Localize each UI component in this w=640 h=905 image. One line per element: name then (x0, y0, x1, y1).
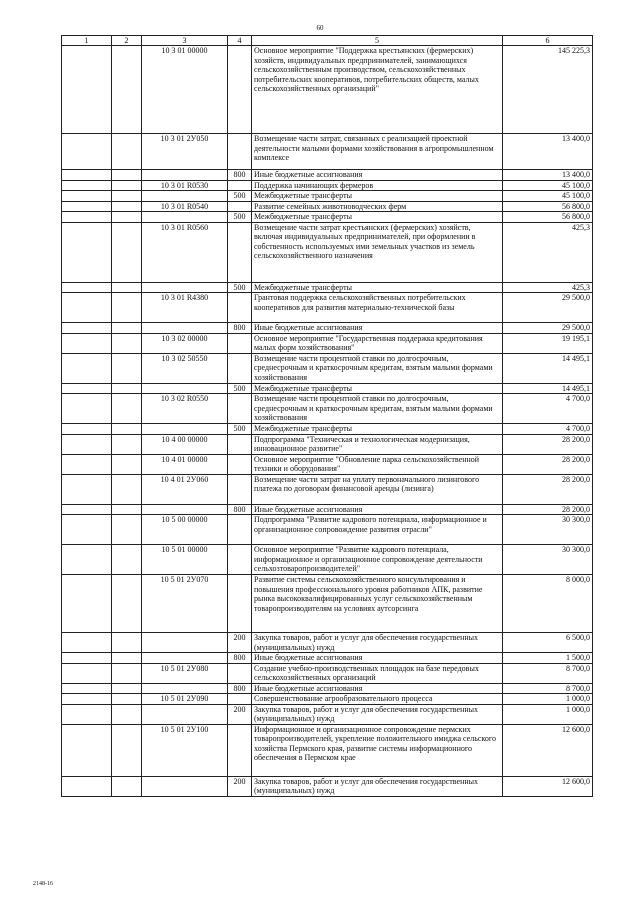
item-name-cell: Межбюджетные трансферты (252, 383, 503, 394)
col-1-cell (62, 201, 112, 212)
item-name-cell: Возмещение части процентной ставки по долгосрочным, среднесрочным и краткосрочным кредитам, взятым малыми формами хозяйствования (252, 394, 503, 424)
item-name-cell: Возмещение части затрат, связанных с реализацией проектной деятельности малыми формами хозяйствования в агропромышленном комплексе (252, 134, 503, 170)
budget-table-body (62, 36, 593, 797)
column-header-3: 3 (142, 36, 228, 46)
target-code-cell (142, 383, 228, 394)
column-header-4: 4 (228, 36, 252, 46)
amount-cell: 145 225,3 (503, 46, 593, 134)
col-1-cell (62, 653, 112, 664)
table-row (62, 323, 593, 334)
amount-cell: 30 300,0 (503, 515, 593, 545)
col-1-cell (62, 222, 112, 282)
amount-cell: 13 400,0 (503, 170, 593, 181)
amount-cell: 56 800,0 (503, 212, 593, 223)
expense-type-cell: 500 (228, 383, 252, 394)
amount-cell: 1 000,0 (503, 704, 593, 724)
item-name-cell: Иные бюджетные ассигнования (252, 653, 503, 664)
table-row (62, 353, 593, 383)
expense-type-cell (228, 222, 252, 282)
item-name-cell: Межбюджетные трансферты (252, 424, 503, 435)
table-row (62, 776, 593, 796)
col-2-cell (112, 776, 142, 796)
amount-cell: 425,3 (503, 282, 593, 293)
item-name-cell: Закупка товаров, работ и услуг для обеспечения государственных (муниципальных) нужд (252, 633, 503, 653)
expense-type-cell (228, 134, 252, 170)
col-1-cell (62, 683, 112, 694)
item-name-cell: Грантовая поддержка сельскохозяйственных потребительских кооперативов для развития материально-технической базы (252, 293, 503, 323)
col-2-cell (112, 694, 142, 705)
column-header-2: 2 (112, 36, 142, 46)
expense-type-cell: 200 (228, 633, 252, 653)
target-code-cell (142, 776, 228, 796)
target-code-cell: 10 3 01 R0530 (142, 180, 228, 191)
item-name-cell: Основное мероприятие "Обновление парка сельскохозяйственной техники и оборудования" (252, 454, 503, 474)
amount-cell: 8 700,0 (503, 663, 593, 683)
item-name-cell: Иные бюджетные ассигнования (252, 504, 503, 515)
col-1-cell (62, 434, 112, 454)
table-row (62, 724, 593, 776)
target-code-cell: 10 3 02 00000 (142, 333, 228, 353)
item-name-cell: Возмещение части затрат на уплату первоначального лизингового платежа по договорам финансовой аренды (лизинга) (252, 474, 503, 504)
expense-type-cell: 800 (228, 653, 252, 664)
item-name-cell: Развитие системы сельскохозяйственного консультирования и повышения профессионального уровня работников АПК, развитие рынка высококвалифицированных услуг сельскохозяйственным товаропроизводителям на условиях аутсорсинга (252, 575, 503, 633)
item-name-cell: Основное мероприятие "Развитие кадрового потенциала, информационное и организационное сопровождение деятельности сельхозтоваропроизводителей" (252, 545, 503, 575)
item-name-cell: Межбюджетные трансферты (252, 191, 503, 202)
col-1-cell (62, 333, 112, 353)
col-1-cell (62, 724, 112, 776)
col-2-cell (112, 394, 142, 424)
col-1-cell (62, 170, 112, 181)
col-2-cell (112, 383, 142, 394)
target-code-cell (142, 633, 228, 653)
col-2-cell (112, 633, 142, 653)
col-2-cell (112, 191, 142, 202)
target-code-cell (142, 212, 228, 223)
col-1-cell (62, 282, 112, 293)
target-code-cell: 10 5 01 2У090 (142, 694, 228, 705)
table-row (62, 134, 593, 170)
item-name-cell: Поддержка начинающих фермеров (252, 180, 503, 191)
target-code-cell (142, 191, 228, 202)
expense-type-cell: 800 (228, 683, 252, 694)
col-2-cell (112, 434, 142, 454)
col-1-cell (62, 323, 112, 334)
table-row (62, 383, 593, 394)
col-2-cell (112, 46, 142, 134)
expense-type-cell (228, 333, 252, 353)
table-row (62, 293, 593, 323)
table-row (62, 633, 593, 653)
amount-cell: 28 200,0 (503, 454, 593, 474)
item-name-cell: Развитие семейных животноводческих ферм (252, 201, 503, 212)
col-1-cell (62, 776, 112, 796)
col-2-cell (112, 333, 142, 353)
target-code-cell (142, 282, 228, 293)
target-code-cell: 10 5 01 00000 (142, 545, 228, 575)
item-name-cell: Закупка товаров, работ и услуг для обеспечения государственных (муниципальных) нужд (252, 704, 503, 724)
footer-document-code: 2148-16 (33, 881, 53, 887)
item-name-cell: Основное мероприятие "Поддержка крестьянских (фермерских) хозяйств, индивидуальных предпринимателей, занимающихся сельскохозяйственным производством, сельскохозяйственных потребительских кооперативов, потребительских обществ, малых сельскохозяйственных организаций" (252, 46, 503, 134)
expense-type-cell: 500 (228, 212, 252, 223)
col-1-cell (62, 704, 112, 724)
target-code-cell (142, 323, 228, 334)
expense-type-cell (228, 694, 252, 705)
col-2-cell (112, 170, 142, 181)
col-2-cell (112, 201, 142, 212)
expense-type-cell (228, 394, 252, 424)
amount-cell: 1 500,0 (503, 653, 593, 664)
table-row (62, 575, 593, 633)
table-row (62, 434, 593, 454)
table-row (62, 191, 593, 202)
table-row (62, 474, 593, 504)
col-2-cell (112, 515, 142, 545)
expense-type-cell (228, 434, 252, 454)
amount-cell: 28 200,0 (503, 474, 593, 504)
amount-cell: 425,3 (503, 222, 593, 282)
amount-cell: 8 700,0 (503, 683, 593, 694)
target-code-cell (142, 424, 228, 435)
col-1-cell (62, 394, 112, 424)
budget-table (61, 35, 593, 797)
expense-type-cell (228, 293, 252, 323)
col-2-cell (112, 424, 142, 435)
column-header-5: 5 (252, 36, 503, 46)
col-1-cell (62, 575, 112, 633)
col-2-cell (112, 504, 142, 515)
amount-cell: 8 000,0 (503, 575, 593, 633)
table-row (62, 46, 593, 134)
item-name-cell: Возмещение части процентной ставки по долгосрочным, среднесрочным и краткосрочным кредитам, взятым малыми формами хозяйствования (252, 353, 503, 383)
table-row (62, 282, 593, 293)
col-2-cell (112, 653, 142, 664)
expense-type-cell: 800 (228, 323, 252, 334)
amount-cell: 29 500,0 (503, 293, 593, 323)
table-row (62, 704, 593, 724)
col-2-cell (112, 454, 142, 474)
amount-cell: 4 700,0 (503, 424, 593, 435)
target-code-cell: 10 3 01 R0560 (142, 222, 228, 282)
table-row (62, 515, 593, 545)
expense-type-cell: 500 (228, 282, 252, 293)
col-1-cell (62, 180, 112, 191)
page-number: 60 (316, 24, 324, 32)
amount-cell: 14 495,1 (503, 383, 593, 394)
amount-cell: 29 500,0 (503, 323, 593, 334)
col-2-cell (112, 293, 142, 323)
col-1-cell (62, 46, 112, 134)
target-code-cell: 10 3 02 50550 (142, 353, 228, 383)
col-2-cell (112, 575, 142, 633)
amount-cell: 14 495,1 (503, 353, 593, 383)
col-1-cell (62, 694, 112, 705)
expense-type-cell (228, 353, 252, 383)
expense-type-cell: 500 (228, 424, 252, 435)
item-name-cell: Иные бюджетные ассигнования (252, 170, 503, 181)
expense-type-cell (228, 180, 252, 191)
target-code-cell: 10 4 00 00000 (142, 434, 228, 454)
col-1-cell (62, 293, 112, 323)
col-2-cell (112, 180, 142, 191)
table-row (62, 212, 593, 223)
col-1-cell (62, 515, 112, 545)
table-row (62, 333, 593, 353)
col-1-cell (62, 134, 112, 170)
col-1-cell (62, 474, 112, 504)
expense-type-cell (228, 724, 252, 776)
target-code-cell (142, 704, 228, 724)
col-1-cell (62, 545, 112, 575)
col-2-cell (112, 663, 142, 683)
item-name-cell: Межбюджетные трансферты (252, 212, 503, 223)
target-code-cell: 10 5 00 00000 (142, 515, 228, 545)
column-number-header-row (62, 36, 593, 46)
target-code-cell: 10 5 01 2У080 (142, 663, 228, 683)
target-code-cell: 10 3 01 R4380 (142, 293, 228, 323)
col-1-cell (62, 353, 112, 383)
col-1-cell (62, 424, 112, 435)
item-name-cell: Совершенствование агрообразовательного процесса (252, 694, 503, 705)
amount-cell: 13 400,0 (503, 134, 593, 170)
col-2-cell (112, 724, 142, 776)
col-2-cell (112, 474, 142, 504)
item-name-cell: Подпрограмма "Техническая и технологическая модернизация, инновационное развитие" (252, 434, 503, 454)
table-row (62, 394, 593, 424)
item-name-cell: Возмещение части затрат крестьянских (фермерских) хозяйств, включая индивидуальных предпринимателей, при оформлении в собственность используемых ими земельных участков из земель сельскохозяйственного назначения (252, 222, 503, 282)
target-code-cell: 10 3 01 00000 (142, 46, 228, 134)
table-row (62, 170, 593, 181)
table-row (62, 424, 593, 435)
amount-cell: 28 200,0 (503, 504, 593, 515)
item-name-cell: Создание учебно-производственных площадок на базе передовых сельскохозяйственных организаций (252, 663, 503, 683)
col-2-cell (112, 704, 142, 724)
table-row (62, 663, 593, 683)
target-code-cell (142, 504, 228, 515)
table-row (62, 694, 593, 705)
expense-type-cell (228, 46, 252, 134)
column-header-1: 1 (62, 36, 112, 46)
item-name-cell: Иные бюджетные ассигнования (252, 683, 503, 694)
table-row (62, 180, 593, 191)
item-name-cell: Подпрограмма "Развитие кадрового потенциала, информационное и организационное сопровождение развития отрасли" (252, 515, 503, 545)
table-row (62, 653, 593, 664)
target-code-cell: 10 5 01 2У070 (142, 575, 228, 633)
col-1-cell (62, 212, 112, 223)
item-name-cell: Информационное и организационное сопровождение пермских товаропроизводителей, укрепление положительного имиджа сельского хозяйства Пермского края, развитие системы информационного обеспечения в Пермском крае (252, 724, 503, 776)
column-header-6: 6 (503, 36, 593, 46)
expense-type-cell: 200 (228, 776, 252, 796)
col-2-cell (112, 683, 142, 694)
amount-cell: 12 600,0 (503, 776, 593, 796)
target-code-cell: 10 3 02 R0550 (142, 394, 228, 424)
amount-cell: 45 100,0 (503, 191, 593, 202)
col-2-cell (112, 212, 142, 223)
expense-type-cell (228, 201, 252, 212)
amount-cell: 19 195,1 (503, 333, 593, 353)
table-row (62, 504, 593, 515)
item-name-cell: Межбюджетные трансферты (252, 282, 503, 293)
target-code-cell: 10 4 01 2У060 (142, 474, 228, 504)
item-name-cell: Иные бюджетные ассигнования (252, 323, 503, 334)
expense-type-cell (228, 454, 252, 474)
col-2-cell (112, 353, 142, 383)
expense-type-cell (228, 663, 252, 683)
expense-type-cell: 500 (228, 191, 252, 202)
expense-type-cell: 200 (228, 704, 252, 724)
table-row (62, 683, 593, 694)
col-1-cell (62, 663, 112, 683)
amount-cell: 56 800,0 (503, 201, 593, 212)
table-row (62, 222, 593, 282)
item-name-cell: Закупка товаров, работ и услуг для обеспечения государственных (муниципальных) нужд (252, 776, 503, 796)
amount-cell: 12 600,0 (503, 724, 593, 776)
expense-type-cell (228, 545, 252, 575)
amount-cell: 30 300,0 (503, 545, 593, 575)
amount-cell: 28 200,0 (503, 434, 593, 454)
expense-type-cell: 800 (228, 504, 252, 515)
col-2-cell (112, 545, 142, 575)
target-code-cell (142, 170, 228, 181)
expense-type-cell (228, 474, 252, 504)
expense-type-cell (228, 575, 252, 633)
amount-cell: 45 100,0 (503, 180, 593, 191)
col-1-cell (62, 504, 112, 515)
target-code-cell (142, 683, 228, 694)
target-code-cell: 10 3 01 2У050 (142, 134, 228, 170)
table-row (62, 201, 593, 212)
expense-type-cell: 800 (228, 170, 252, 181)
table-row (62, 545, 593, 575)
target-code-cell: 10 4 01 00000 (142, 454, 228, 474)
item-name-cell: Основное мероприятие "Государственная поддержка кредитования малых форм хозяйствования" (252, 333, 503, 353)
amount-cell: 1 000,0 (503, 694, 593, 705)
col-2-cell (112, 222, 142, 282)
table-row (62, 454, 593, 474)
target-code-cell (142, 653, 228, 664)
amount-cell: 4 700,0 (503, 394, 593, 424)
amount-cell: 6 500,0 (503, 633, 593, 653)
col-1-cell (62, 454, 112, 474)
col-2-cell (112, 323, 142, 334)
target-code-cell: 10 3 01 R0540 (142, 201, 228, 212)
col-2-cell (112, 134, 142, 170)
expense-type-cell (228, 515, 252, 545)
col-1-cell (62, 191, 112, 202)
col-1-cell (62, 633, 112, 653)
col-2-cell (112, 282, 142, 293)
target-code-cell: 10 5 01 2У100 (142, 724, 228, 776)
col-1-cell (62, 383, 112, 394)
